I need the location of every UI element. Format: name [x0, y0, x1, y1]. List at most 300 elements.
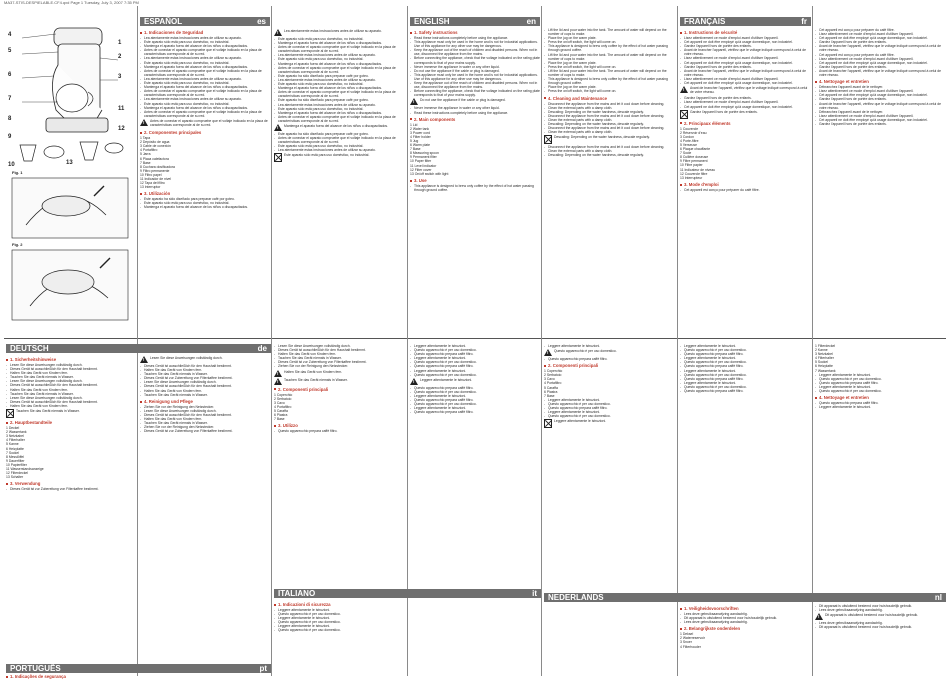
text-line: - Antes de conectar el aparato compruebe que el voltaje indicado en la placa de características corresponde al de su red. [274, 45, 405, 53]
parts-item: 7 Base [544, 393, 555, 398]
section-title: 1. Instructions de sécurité [680, 30, 810, 35]
text-line: - Leggere attentamente le istruzioni. [680, 369, 811, 373]
text-line: - Dieses Gerät ist zur Zubereitung von Filterkaffee bestimmt. [274, 360, 405, 364]
warning-note [274, 370, 405, 377]
text-line: - Questo apparecchio è per uso domestico. [544, 414, 675, 418]
text-line: - Cet appareil est conçu pour préparer du café filtre. [815, 53, 946, 57]
parts-item: 6 Piastra [274, 413, 288, 418]
text-line: - Lisez attentivement ce mode d'emploi avant d'utiliser l'appareil. [815, 57, 946, 61]
parts-item: 10 Paper filter [410, 159, 432, 164]
text-line: - Lees deze gebruiksaanwijzing aandachtig. [680, 612, 811, 616]
parts-item: 4 Filter holder [410, 134, 431, 139]
parts-item: 7 Base [140, 160, 151, 165]
text-line: - Clean the external parts with a damp cloth. [544, 130, 675, 134]
section-title: 3. Verwendung [6, 481, 135, 486]
lang-code: nl [934, 593, 942, 602]
text-line: - Leggere attentamente le istruzioni. [680, 356, 811, 360]
text-line: - Este aparato sólo está para uso doméstico, no industrial. [274, 107, 405, 111]
text-line: - Questo apparecchio è per uso domestico. [815, 377, 946, 381]
parts-item: 8 Cuillère doseuse [680, 155, 709, 160]
text-line: - Questo apparecchio è per uso domestico. [680, 360, 811, 364]
lang-name: ITALIANO [278, 589, 316, 598]
warning-icon [815, 613, 823, 620]
text-line: - Este aparato sólo está para uso doméstico, no industrial. [274, 144, 405, 148]
parts-item: 6 Piastra [544, 389, 558, 394]
parts-item: 11 Indicador de nivel [140, 177, 172, 181]
text-line: - Leggere attentamente le istruzioni. [815, 385, 946, 389]
text-line: - Débranchez l'appareil avant de le nettoyer. [815, 110, 946, 114]
text-line: - Questo apparecchio è per uso domestico. [815, 389, 946, 393]
text-line: - Questo apparecchio prepara caffè filtro. [410, 352, 540, 356]
band-divider [4, 338, 946, 339]
text-line: - Tauchen Sie das Gerät niemals in Wasser. [274, 356, 405, 360]
french-col-2 [815, 28, 946, 334]
warning-icon [140, 119, 148, 126]
text-line: - Press the on/off switch, the light will come on. [544, 89, 675, 93]
text-line: - Halten Sie das Gerät von Kindern fern. [6, 371, 135, 375]
warning-text: Dit apparaat is uitsluitend bestemd voor huishoudelijk gebruik. [825, 613, 919, 618]
text-line: - Lift the lid and pour water into the tank. The amount of water will depend on the number of cups to make. [544, 53, 675, 61]
lang-bar-es [140, 17, 270, 26]
crossed-bin-icon [6, 409, 14, 418]
warning-text: Avant de brancher l'appareil, vérifiez que le voltage indiqué correspond à celui de votre réseau. [690, 86, 808, 95]
section-title: 1. Indicazioni di sicurezza [274, 602, 405, 607]
text-line: - Keep the appliance out of the reach of children and disabled persons. When not in use, disconnect the appliance from the mains. [410, 48, 540, 56]
parts-list [544, 369, 675, 398]
italian-col-4 [680, 344, 811, 594]
parts-item: 12 Filterdeckel [6, 471, 29, 476]
text-line: - Este aparato ha sido diseñado para preparar café por goteo. [274, 132, 405, 136]
parts-item: 1 Deksel [680, 632, 694, 637]
text-line: - Dieses Gerät ist zur Zubereitung von Filterkaffee bestimmt. [140, 376, 270, 380]
lang-bar-de [6, 344, 271, 353]
parts-item: 9 Permanent filter [410, 155, 437, 160]
warning-icon [274, 378, 282, 385]
text-line: - Press the on/off switch, the light will come on. [544, 40, 675, 44]
text-line: - Read these instructions completely before using the appliance. [410, 111, 540, 115]
text-line: - Leggere attentamente le istruzioni. [680, 344, 811, 348]
text-line: - Disconnect the appliance from the mains and let it cool down before cleaning. [544, 114, 675, 118]
lang-code: en [526, 17, 536, 26]
text-line: - Leggere attentamente le istruzioni. [274, 624, 405, 628]
text-line: - Before connecting the appliance, check that the voltage indicated on the rating plate corresponds to that of your mains supply. [410, 89, 540, 97]
text-line: - Cet appareil est conçu pour préparer du café filtre. [815, 28, 946, 32]
text-line: - Cet appareil ne doit être employé qu'à usage domestique, non industriel. [815, 61, 946, 65]
section-title: 1. Veiligheidsvoorschriften [680, 606, 811, 611]
text-line: - Questo apparecchio prepara caffè filtro. [410, 386, 540, 390]
text-line: - Dieses Gerät ist zur Zubereitung von Filterkaffee bestimmt. [6, 487, 135, 491]
text-line: - Débranchez l'appareil avant de le nettoyer. [815, 85, 946, 89]
english-col-1 [410, 28, 540, 334]
parts-item: 4 Porte-filtre [680, 138, 699, 143]
parts-list [274, 393, 405, 422]
text-line: - Halten Sie das Gerät von Kindern fern. [140, 417, 270, 421]
text-line: - Questo apparecchio è per uso domestico. [680, 348, 811, 352]
warning-icon [410, 98, 418, 105]
spanish-col-2 [274, 28, 405, 334]
text-line: - Este aparato sólo está para uso doméstico, no industrial. [140, 40, 270, 44]
section-title: 3. Use [410, 178, 540, 183]
text-line: - Clean the external parts with a damp cloth. [544, 118, 675, 122]
callout-6: 6 [8, 72, 12, 78]
text-line: - Dieses Gerät ist ausschließlich für den Haushalt bestimmt. [6, 400, 135, 404]
text-line: - Lisez attentivement ce mode d'emploi avant d'utiliser l'appareil. [680, 36, 810, 40]
text-line: - Avant de brancher l'appareil, vérifiez que le voltage indiqué correspond à celui de votre réseau. [815, 102, 946, 110]
column-divider [271, 6, 272, 676]
text-line: - Questo apparecchio prepara caffè filtro. [544, 406, 675, 410]
parts-item: 6 Plaque chauffante [680, 147, 711, 152]
parts-item: 12 Tapa del filtro [140, 181, 165, 186]
text-line: - Mantenga el aparato fuera del alcance de los niños o discapacitados. [274, 62, 405, 66]
lang-name: ENGLISH [414, 17, 450, 26]
text-line: - Dieses Gerät ist ausschließlich für den Haushalt bestimmt. [140, 364, 270, 368]
text-line: - Cet appareil ne doit être employé qu'à usage domestique, non industriel. [680, 40, 810, 44]
text-line: - Leggere attentamente le istruzioni. [274, 608, 405, 612]
text-line: - Lea atentamente estas instrucciones antes de utilizar su aparato. [274, 103, 405, 107]
text-line: - Antes de conectar el aparato compruebe que el voltaje indicado en la placa de características corresponde al de su red. [140, 110, 270, 118]
warning-icon [544, 349, 552, 356]
portuguese-col [6, 674, 271, 681]
parts-item: 11 Indicateur de niveau [680, 167, 715, 172]
text-line: - Gardez l'appareil hors de portée des enfants. [815, 40, 946, 44]
text-line: - Halten Sie das Gerät von Kindern fern. [6, 388, 135, 392]
text-line: - Dieses Gerät ist ausschließlich für den Haushalt bestimmt. [6, 383, 135, 387]
callout-3: 3 [118, 74, 122, 80]
text-line: - Mantenga el aparato fuera del alcance de los niños o discapacitados. [140, 85, 270, 89]
text-line: - Dieses Gerät ist ausschließlich für den Haushalt bestimmt. [6, 367, 135, 371]
text-line: - Leggere attentamente le istruzioni. [410, 406, 540, 410]
text-line: - Mantenga el aparato fuera del alcance de los niños o discapacitados. [140, 65, 270, 69]
parts-item: 6 Heizplatte [6, 446, 24, 451]
warning-text: Mantenga el aparato fuera del alcance de los niños o discapacitados. [284, 123, 389, 128]
lang-name: NEDERLANDS [548, 593, 604, 602]
section-title: 1. Indicações de segurança [6, 674, 271, 679]
text-line: - Questo apparecchio prepara caffè filtro. [410, 410, 540, 414]
warning-note [410, 378, 540, 385]
text-line: - Lea atentamente estas instrucciones antes de utilizar su aparato. [140, 36, 270, 40]
text-line: - Mantenga el aparato fuera del alcance de los niños o discapacitados. [140, 44, 270, 48]
parts-item: 10 Filtro papel [140, 172, 162, 177]
text-line: - Cet appareil ne doit être employé qu'à usage domestique, non industriel. [815, 93, 946, 97]
parts-item: 11 Level indicator [410, 163, 437, 168]
parts-item: 12 Filter cover [410, 167, 432, 172]
column-divider [541, 6, 542, 676]
text-line: - Questo apparecchio prepara caffè filtro. [815, 401, 946, 405]
text-line: - This appliance must only be used in the home and is not for industrial applications. Use of this appliance for any other use may be dangerous. [410, 73, 540, 81]
text-line: - Cet appareil ne doit être employé qu'à usage domestique, non industriel. [815, 118, 946, 122]
parts-list [140, 136, 270, 189]
text-line: - Place the jug on the warm plate. [544, 61, 675, 65]
text-line: - Descaling: Depending on the water hardness, descale regularly. [544, 110, 675, 114]
warning-note [815, 613, 946, 620]
crossed-bin-icon [274, 153, 282, 162]
parts-item: 3 Cavo [544, 377, 555, 382]
text-line: - Antes de conectar el aparato compruebe que el voltaje indicado en la placa de características corresponde al de su red. [274, 90, 405, 98]
parts-item: 1 Filterdeckel [815, 344, 836, 348]
lang-bar-en [410, 17, 540, 26]
recycle-note [680, 110, 810, 119]
crossed-bin-icon [544, 419, 552, 428]
text-line: - Este aparato ha sido diseñado para preparar café por goteo. [274, 98, 405, 102]
section-title: 3. Mode d'emploi [680, 182, 810, 187]
text-line: - Place the jug on the warm plate. [544, 85, 675, 89]
callout-7: 7 [8, 96, 12, 102]
parts-item: 8 Measuring spoon [410, 151, 439, 156]
text-line: - Clean the external parts with a damp cloth. [544, 149, 675, 153]
text-line: - Questo apparecchio è per uso domestico. [544, 402, 675, 406]
text-line: - Lisez attentivement ce mode d'emploi avant d'utiliser l'appareil. [680, 77, 810, 81]
lang-bar-fr [680, 17, 811, 26]
crossed-bin-icon [544, 135, 552, 144]
lang-code: pt [259, 664, 267, 673]
parts-item: 3 Netzkabel [815, 352, 833, 357]
section-title: 2. Hauptbestandteile [6, 420, 135, 425]
text-line: - Avant de brancher l'appareil, vérifiez que le voltage indiqué correspond à celui de votre réseau. [815, 69, 946, 77]
warning-text: Halten Sie das Gerät von Kindern fern. [284, 369, 343, 374]
warning-text: Lesen Sie diese Anweisungen vollständig durch. [150, 356, 223, 360]
text-line: - Cet appareil est conçu pour préparer du café filtre. [680, 188, 810, 192]
text-line: - Keep the appliance out of the reach of children and disabled persons. When not in use, disconnect the appliance from the mains. [410, 81, 540, 89]
parts-item: 2 Waterreservoir [680, 636, 705, 641]
text-line: - Lesen Sie diese Anweisungen vollständig durch. [6, 363, 135, 367]
text-line: - Questo apparecchio prepara caffè filtro. [680, 377, 811, 381]
recycle-text: Descaling: Depending on the water hardness, descale regularly. [554, 135, 650, 140]
german-col-3 [274, 344, 405, 584]
text-line: - Antes de conectar el aparato compruebe que el voltaje indicado en la placa de características corresponde al de su red. [274, 115, 405, 123]
text-line: - Lesen Sie diese Anweisungen vollständig durch. [6, 379, 135, 383]
parts-item: 13 Interruptor [140, 185, 161, 190]
lang-code: es [257, 17, 266, 26]
parts-item: 12 Couvercle filtre [680, 171, 708, 176]
section-title: 4. Nettoyage et entretien [815, 395, 946, 400]
text-line: - Cet appareil ne doit être employé qu'à usage domestique, non industriel. [680, 61, 810, 65]
text-line: - Leggere attentamente le istruzioni. [410, 344, 540, 348]
text-line: - Mantenga el aparato fuera del alcance de los niños o discapacitados. [140, 205, 270, 209]
parts-item: 10 Filtre papier [680, 163, 703, 168]
text-line: - Gardez l'appareil hors de portée des enfants. [680, 44, 810, 48]
callout-13: 13 [66, 160, 73, 166]
fig2-label: Fig. 2 [12, 242, 23, 247]
text-line: - Halten Sie das Gerät von Kindern fern. [140, 368, 270, 372]
parts-item: 2 Serbatoio [544, 373, 562, 378]
italian-col-3 [544, 344, 675, 678]
text-line: - Este aparato sólo está para uso doméstico, no industrial. [140, 102, 270, 106]
text-line: - Gardez l'appareil hors de portée des enfants. [815, 122, 946, 126]
section-title: 1. Indicaciones de Seguridad [140, 30, 270, 35]
parts-item: 2 Depósito de agua [140, 140, 170, 145]
text-line: - Este aparato sólo está para uso doméstico, no industrial. [274, 57, 405, 61]
text-line: - Tauchen Sie das Gerät niemals in Wasser. [140, 393, 270, 397]
recycle-text: Este aparato sólo está para uso doméstico, no industrial. [284, 153, 370, 158]
text-line: - Questo apparecchio prepara caffè filtro. [815, 381, 946, 385]
lang-bar-pt [6, 664, 271, 673]
parts-item: 7 Base [410, 147, 421, 152]
callout-8: 8 [8, 116, 12, 122]
text-line: - Lisez attentivement ce mode d'emploi avant d'utiliser l'appareil. [815, 32, 946, 36]
parts-item: 5 Sockel [815, 360, 829, 365]
text-line: - Disconnect the appliance from the mains and let it cool down before cleaning. [544, 145, 675, 149]
text-line: - Lea atentamente estas instrucciones antes de utilizar su aparato. [274, 78, 405, 82]
parts-item: 9 Dauerfilter [6, 458, 25, 463]
section-title: 2. Belangrijkste onderdelen [680, 626, 811, 631]
column-divider [407, 6, 408, 676]
warning-icon [274, 29, 282, 36]
coffee-maker-illustration [6, 10, 134, 330]
text-line: - Avant de brancher l'appareil, vérifiez que le voltage indiqué correspond à celui de votre réseau. [680, 48, 810, 56]
crossed-bin-icon [680, 110, 688, 119]
italian-col-1 [274, 600, 405, 678]
text-line: - Gardez l'appareil hors de portée des enfants. [815, 65, 946, 69]
parts-item: 1 Deckel [6, 426, 20, 431]
text-line: - Dit apparaat is uitsluitend bestemd voor huishoudelijk gebruik. [815, 604, 946, 608]
parts-item: 11 Wasserstandsanzeige [6, 466, 44, 471]
text-line: - Leggere attentamente le istruzioni. [544, 344, 675, 348]
text-line: - Lesen Sie diese Anweisungen vollständig durch. [140, 409, 270, 413]
parts-item: 7 Base [274, 417, 285, 422]
warning-note [274, 378, 405, 385]
text-line: - Este aparato sólo está para uso doméstico, no industrial. [140, 61, 270, 65]
warning-note [274, 124, 405, 131]
text-line: - Questo apparecchio è per uso domestico. [274, 612, 405, 616]
recycle-text: Gardez l'appareil hors de portée des enfants. [690, 109, 758, 114]
text-line: - Questo apparecchio è per uso domestico. [410, 360, 540, 364]
parts-item: 2 Serbatoio [274, 396, 292, 401]
parts-item: 4 Filterhalter [815, 356, 834, 361]
warning-note [410, 98, 540, 105]
parts-item: 7 Sockel [6, 450, 20, 455]
text-line: - Lea atentamente estas instrucciones antes de utilizar su aparato. [140, 56, 270, 60]
text-line: - Questo apparecchio è per uso domestico. [274, 628, 405, 632]
column-divider [812, 6, 813, 676]
lang-code: de [257, 344, 267, 353]
callout-9: 9 [8, 134, 12, 140]
text-line: - Tauchen Sie das Gerät niemals in Wasser. [140, 372, 270, 376]
parts-item: 3 Cordon [680, 134, 694, 139]
lang-code: fr [801, 17, 807, 26]
text-line: - Do not use the appliance if the cable or plug is damaged. [410, 69, 540, 73]
parts-item: 9 Filtro permanente [140, 168, 170, 173]
text-line: - Mantenga el aparato fuera del alcance de los niños o discapacitados. [274, 86, 405, 90]
text-line: - Antes de conectar el aparato compruebe que el voltaje indicado en la placa de características corresponde al de su red. [140, 89, 270, 97]
text-line: - Questo apparecchio prepara caffè filtro. [410, 398, 540, 402]
parts-item: 8 Cuchara dosificadora [140, 164, 175, 169]
text-line: - Lea atentamente estas instrucciones antes de utilizar su aparato. [274, 148, 405, 152]
text-line: - Clean the external parts with a damp cloth. [544, 106, 675, 110]
parts-item: 2 Kanne [815, 348, 828, 353]
right-parts-col [815, 344, 946, 594]
parts-item: 5 Verseuse [680, 142, 697, 147]
text-line: - Avant de brancher l'appareil, vérifiez que le voltage indiqué correspond à celui de votre réseau. [815, 44, 946, 52]
print-header: MA37-STIS-DESPIELABLE.CF4.qxd Page 1 Tuesday, July 3, 2007 7:35 PM [4, 0, 139, 5]
parts-item: 7 Socle [680, 151, 692, 156]
parts-item: 3 Power cord [410, 130, 430, 135]
lang-bar-nl [544, 593, 946, 602]
parts-list [680, 127, 810, 180]
text-line: - Lesen Sie diese Anweisungen vollständig durch. [274, 344, 405, 348]
german-col-1 [6, 355, 135, 665]
coffee-maker-drawing [6, 10, 134, 330]
text-line: - Gardez l'appareil hors de portée des enfants. [680, 96, 810, 100]
section-title: 2. Principaux éléments [680, 121, 810, 126]
text-line: - Mantenga el aparato fuera del alcance de los niños o discapacitados. [274, 41, 405, 45]
section-title: 3. Utilización [140, 191, 270, 196]
text-line: - Mantenga el aparato fuera del alcance de los niños o discapacitados. [274, 111, 405, 115]
text-line: - Read these instructions completely before using the appliance. [410, 36, 540, 40]
callout-2: 2 [118, 54, 122, 60]
text-line: - Lees deze gebruiksaanwijzing aandachtig. [680, 620, 811, 624]
text-line: - Antes de conectar el aparato compruebe que el voltaje indicado en la placa de características corresponde al de su red. [140, 48, 270, 56]
lang-name: ESPAÑOL [144, 17, 183, 26]
recycle-text: Leggere attentamente le istruzioni. [554, 419, 607, 424]
parts-item: 5 Jug [410, 138, 419, 143]
parts-item: 1 Coperchio [544, 369, 563, 374]
parts-item: 2 Water tank [410, 126, 430, 131]
warning-icon [410, 378, 418, 385]
text-line: - Ziehen Sie vor der Reinigung den Netzstecker. [274, 364, 405, 368]
text-line: - Leggere attentamente le istruzioni. [815, 373, 946, 377]
section-title: 2. Main components [410, 117, 540, 122]
warning-text: Antes de conectar el aparato compruebe que el voltaje indicado en la placa de características corresponde al de su red. [150, 118, 268, 127]
section-title: 3. Utilizzo [274, 423, 405, 428]
text-line: - Questo apparecchio è per uso domestico. [680, 385, 811, 389]
warning-icon [680, 86, 688, 93]
text-line: - Antes de conectar el aparato compruebe que el voltaje indicado en la placa de características corresponde al de su red. [274, 66, 405, 74]
text-line: - Halten Sie das Gerät von Kindern fern. [274, 352, 405, 356]
section-title: 1. Safety instructions [410, 30, 540, 35]
text-line: - Halten Sie das Gerät von Kindern fern. [6, 404, 135, 408]
text-line: - Antes de conectar el aparato compruebe que el voltaje indicado en la placa de características corresponde al de su red. [140, 69, 270, 77]
text-line: - Ziehen Sie vor der Reinigung den Netzstecker. [140, 405, 270, 409]
text-line: - Disconnect the appliance from the mains and let it cool down before cleaning. [544, 102, 675, 106]
section-title: 4. Reinigung und Pflege [140, 399, 270, 404]
parts-item: 2 Réservoir d'eau [680, 130, 707, 135]
section-title: 2. Componenti principali [544, 363, 675, 368]
text-line: - Disconnect the appliance from the mains and let it cool down before cleaning. [544, 126, 675, 130]
text-line: - Avant de brancher l'appareil, vérifiez que le voltage indiqué correspond à celui de votre réseau. [680, 69, 810, 77]
text-line: - Questo apparecchio è per uso domestico. [410, 348, 540, 352]
text-line: - Questo apparecchio prepara caffè filtro. [680, 352, 811, 356]
callout-10: 10 [8, 162, 15, 168]
parts-item: 1 Coperchio [274, 392, 293, 397]
text-line: - Este aparato ha sido diseñado para preparar café por goteo. [274, 74, 405, 78]
recycle-note [274, 153, 405, 162]
text-line: - Dit apparaat is uitsluitend bestemd voor huishoudelijk gebruik. [815, 625, 946, 629]
section-title: 2. Componentes principales [140, 130, 270, 135]
text-line: - Press the on/off switch, the light will come on. [544, 65, 675, 69]
text-line: - Lesen Sie diese Anweisungen vollständig durch. [140, 380, 270, 384]
callout-4: 4 [8, 32, 12, 38]
text-line: - Lea atentamente estas instrucciones antes de utilizar su aparato. [140, 77, 270, 81]
text-line: - This appliance must only be used in the home and is not for industrial applications. Use of this appliance for any other use may be dangerous. [410, 40, 540, 48]
warning-note [680, 86, 810, 95]
parts-item: 6 Heizplatte [815, 364, 833, 369]
text-line: - Lea atentamente estas instrucciones antes de utilizar su aparato. [140, 97, 270, 101]
warning-text: Do not use the appliance if the cable or plug is damaged. [420, 98, 506, 103]
text-line: - Lisez attentivement ce mode d'emploi avant d'utiliser l'appareil. [680, 100, 810, 104]
parts-item: 5 Caraffa [274, 408, 288, 413]
parts-item: 4 Portafiltro [544, 381, 562, 386]
text-line: - Dit apparaat is uitsluitend bestemd voor huishoudelijk gebruik. [680, 616, 811, 620]
text-line: - Tauchen Sie das Gerät niemals in Wasser. [6, 392, 135, 396]
text-line: - Questo apparecchio prepara caffè filtro. [544, 357, 675, 361]
text-line: - Este aparato sólo está para uso doméstico, no industrial. [274, 37, 405, 41]
text-line: - Leggere attentamente le istruzioni. [544, 410, 675, 414]
recycle-text: Tauchen Sie das Gerät niemals in Wasser. [16, 409, 80, 414]
text-line: - Questo apparecchio prepara caffè filtro. [410, 364, 540, 368]
parts-item: 8 Messlöffel [6, 454, 25, 459]
text-line: - This appliance is designed to brew only coffee by the effect of hot water passing through ground coffee. [544, 44, 675, 52]
recycle-note [6, 409, 135, 418]
